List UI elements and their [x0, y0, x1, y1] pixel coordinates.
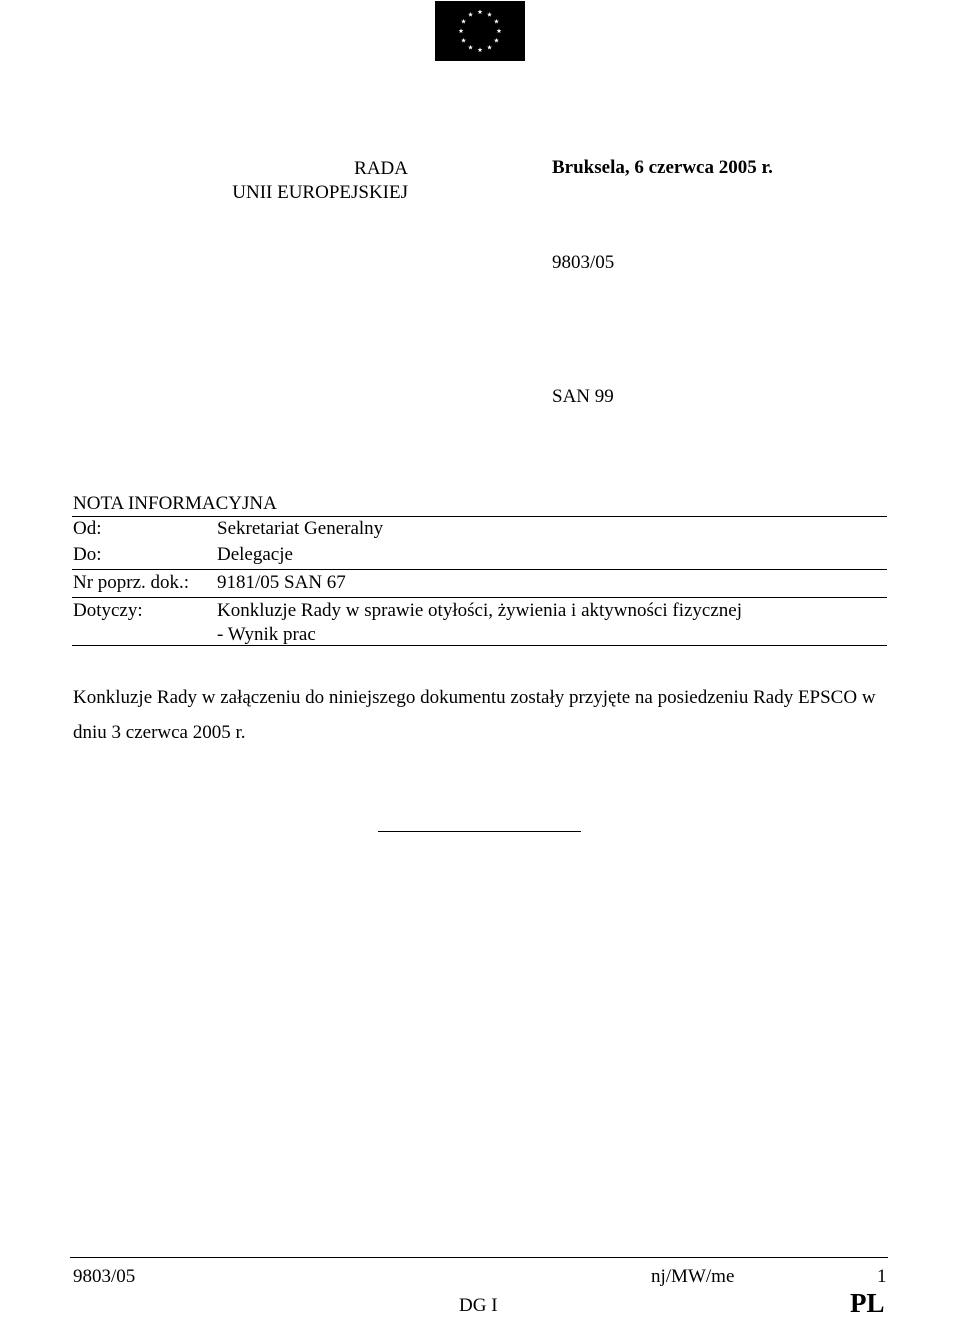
footer-page: 1 — [877, 1266, 887, 1287]
note-title: NOTA INFORMACYJNA — [73, 493, 277, 514]
star-icon — [494, 19, 499, 24]
footer-language: PL — [850, 1288, 885, 1318]
star-icon — [478, 47, 483, 52]
council-line-1: RADA — [354, 158, 408, 179]
doc-number: 9803/05 — [552, 252, 615, 273]
footer-initials: nj/MW/me — [651, 1266, 735, 1287]
field-value: Sekretariat Generalny — [217, 518, 384, 539]
star-icon — [468, 45, 473, 50]
footer-dg: DG I — [459, 1295, 498, 1316]
field-value-cont: - Wynik prac — [217, 624, 316, 645]
body-text: Konkluzje Rady w załączeniu do niniejszego dokumentu zostały przyjęte na posiedzeniu Rady EPSCO w dniu 3 czerwca 2005 r. — [73, 687, 876, 743]
star-icon — [478, 9, 483, 14]
star-icon — [461, 19, 466, 24]
field-value: 9181/05 SAN 67 — [217, 572, 346, 593]
place-date: Bruksela, 6 czerwca 2005 r. — [552, 157, 773, 178]
council-line-2: UNII EUROPEJSKIEJ — [232, 182, 408, 203]
field-value: Konkluzje Rady w sprawie otyłości, żywienia i aktywności fizycznej — [217, 600, 742, 621]
council-name — [140, 157, 408, 205]
footer-doc-number: 9803/05 — [73, 1266, 136, 1287]
divider — [72, 569, 887, 570]
divider — [72, 645, 887, 646]
star-icon — [468, 12, 473, 17]
field-label: Do: — [73, 544, 102, 565]
divider — [72, 516, 887, 517]
divider — [72, 597, 887, 598]
star-icon — [497, 28, 502, 33]
eu-flag-icon — [435, 1, 525, 61]
star-icon — [487, 12, 492, 17]
footer-rule — [70, 1257, 888, 1258]
star-icon — [459, 28, 464, 33]
field-label: Dotyczy: — [73, 600, 143, 621]
star-icon — [494, 38, 499, 43]
classification: SAN 99 — [552, 386, 614, 407]
field-value: Delegacje — [217, 544, 293, 565]
end-rule — [378, 831, 581, 832]
star-icon — [461, 38, 466, 43]
star-icon — [487, 45, 492, 50]
field-label: Nr poprz. dok.: — [73, 572, 190, 593]
field-label: Od: — [73, 518, 102, 539]
